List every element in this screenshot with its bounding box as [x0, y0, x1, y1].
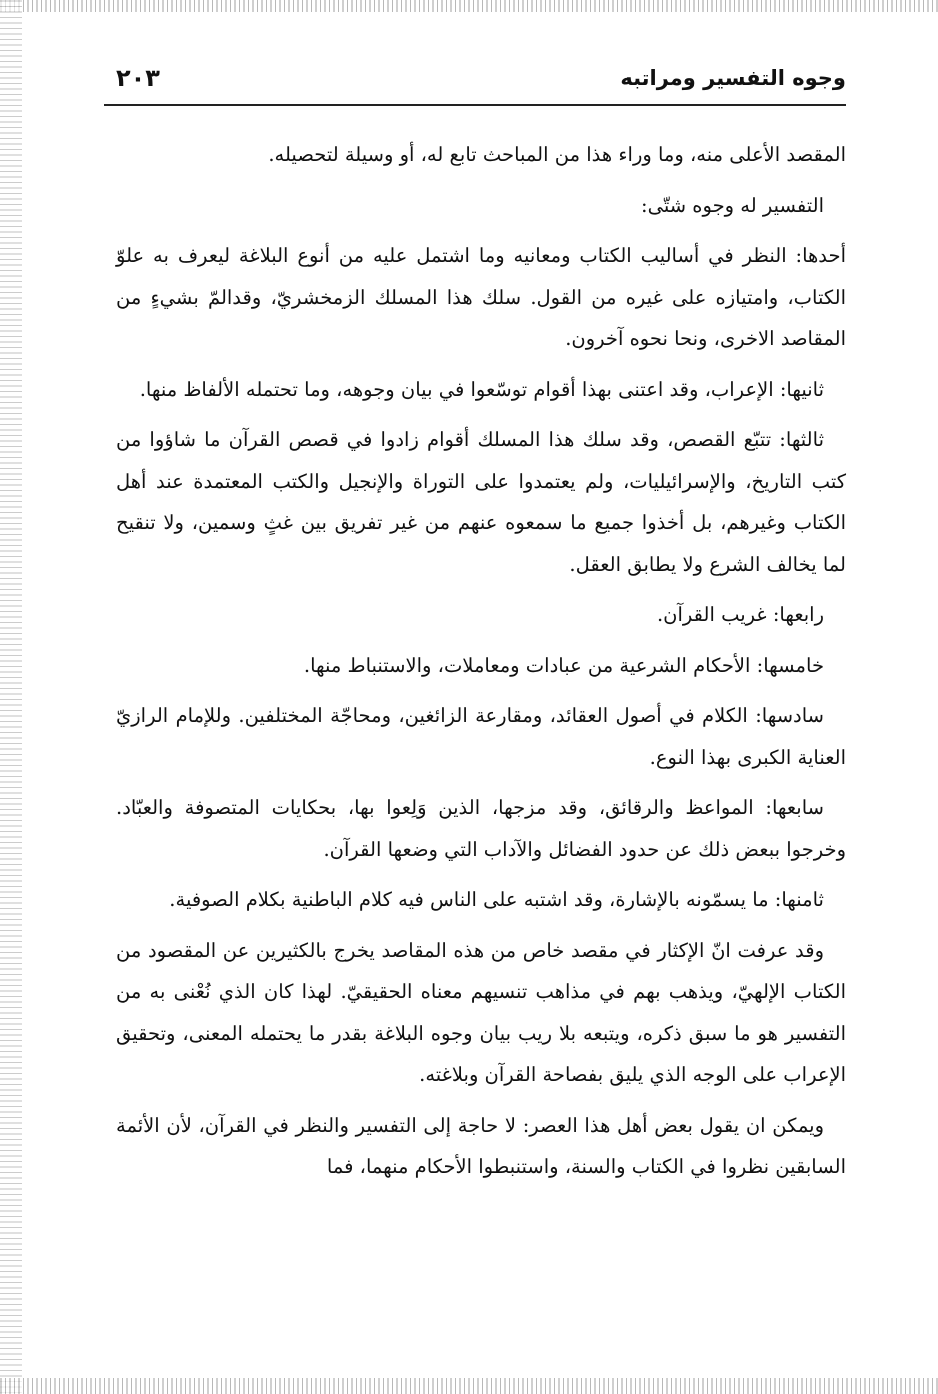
paragraph-third: ثالثها: تتبّع القصص، وقد سلك هذا المسلك أقوام زادوا في قصص القرآن ما شاؤوا من كتب التاريخ، والإسرائيليات، ولم يعتمدوا على التوراة والإنجيل والكتب المعتمدة عند أهل الكتاب وغيرهم، بل أخذوا جميع ما سمعوه عنهم من غير تفريق بين غثٍ وسمين، ولا تنقيح لما يخالف الشرع ولا يطابق العقل.: [116, 428, 846, 576]
page-number: ٢٠٣: [116, 64, 160, 92]
paragraph-second: ثانيها: الإعراب، وقد اعتنى بهذا أقوام توسّعوا في بيان وجوهه، وما تحتمله الألفاظ منها.: [139, 377, 824, 401]
body-text: [116, 134, 846, 1197]
page-header: [104, 60, 846, 106]
paragraph-first: أحدها: النظر في أساليب الكتاب ومعانيه وما اشتمل عليه من أنوع البلاغة ليعرف به علوّ الكتاب، وامتيازه على غيره من القول. سلك هذا المسلك الزمخشريّ، وقدالمّ بشيءٍ من المقاصد الاخرى، ونحا نحوه آخرون.: [116, 244, 846, 350]
decorative-border-left: [0, 0, 22, 1394]
paragraph-conclusion: وقد عرفت انّ الإكثار في مقصد خاص من هذه المقاصد يخرج بالكثيرين عن المقصود من الكتاب الإلهيّ، ويذهب بهم في مذاهب تنسيهم معناه الحقيقيّ. لهذا كان الذي نُعْنى به من التفسير هو ما سبق ذكره، ويتبعه بلا ريب بيان وجوه البلاغة بقدر ما يحتمله المعنى، وتحقيق الإعراب على الوجه الذي يليق بفصاحة القرآن وبلاغته.: [116, 938, 846, 1086]
paragraph-seventh: سابعها: المواعظ والرقائق، وقد مزجها، الذين وَلِعوا بها، بحكايات المتصوفة والعبّاد. وخرجوا ببعض ذلك عن حدود الفضائل والآداب التي وضعها القرآن.: [116, 796, 846, 861]
paragraph-fifth: خامسها: الأحكام الشرعية من عبادات ومعاملات، والاستنباط منها.: [303, 653, 824, 677]
paragraph-continuation: المقصد الأعلى منه، وما وراء هذا من المباحث تابع له، أو وسيلة لتحصيله.: [268, 143, 846, 166]
paragraph-eighth: ثامنها: ما يسمّونه بالإشارة، وقد اشتبه على الناس فيه كلام الباطنية بكلام الصوفية.: [169, 888, 824, 911]
paragraph-objection: ويمكن ان يقول بعض أهل هذا العصر: لا حاجة إلى التفسير والنظر في القرآن، لأن الأئمة السابقين نظروا في الكتاب والسنة، واستنبطوا الأحكام منهما، فما: [116, 1113, 846, 1178]
decorative-border-top: [0, 0, 938, 12]
paragraph-sixth: سادسها: الكلام في أصول العقائد، ومقارعة الزائغين، ومحاجّة المختلفين. وللإمام الرازيّ العناية الكبرى بهذا النوع.: [116, 704, 846, 769]
decorative-border-bottom: [0, 1378, 938, 1394]
paragraph-intro: التفسير له وجوه شتّى:: [641, 193, 824, 217]
running-title: وجوه التفسير ومراتبه: [620, 66, 846, 90]
paragraph-fourth: رابعها: غريب القرآن.: [656, 603, 824, 626]
